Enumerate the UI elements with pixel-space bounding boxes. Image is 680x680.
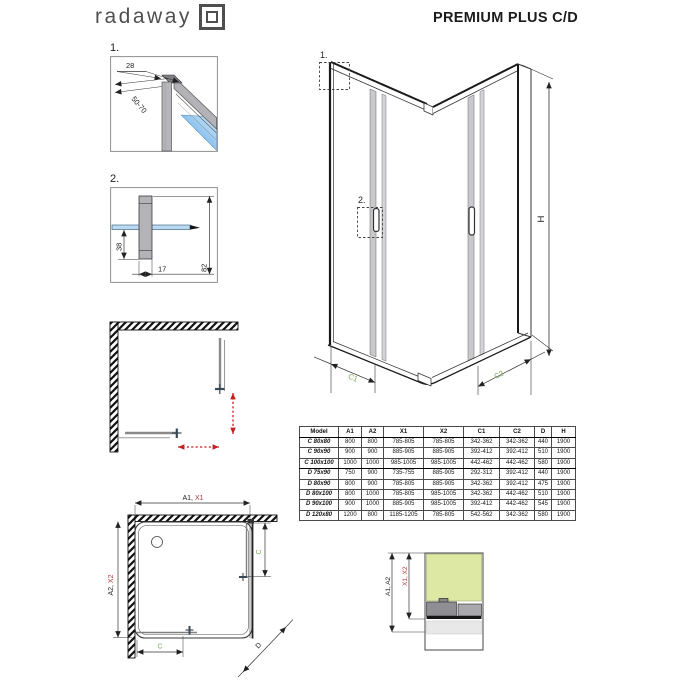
value-cell: 1200 xyxy=(339,510,362,520)
value-cell: 785-805 xyxy=(384,490,424,500)
col-header-d: D xyxy=(535,427,552,438)
dim-38-label: 38 xyxy=(114,242,124,251)
value-cell: 1900 xyxy=(552,500,576,510)
value-cell: 342-362 xyxy=(464,438,500,448)
dim-d-label: D xyxy=(254,641,264,651)
value-cell: 580 xyxy=(535,458,552,468)
value-cell: 542-562 xyxy=(464,510,500,520)
value-cell: 510 xyxy=(535,448,552,458)
spec-row-c-80x80 xyxy=(300,438,576,448)
spec-table xyxy=(299,426,576,521)
value-cell: 475 xyxy=(535,479,552,489)
value-cell: 900 xyxy=(339,448,362,458)
section-outer-dim-label: A1, A2 xyxy=(385,576,392,596)
value-cell: 292-312 xyxy=(464,469,500,479)
brand-logo-inner-square xyxy=(206,11,218,23)
spec-row-d-75x90 xyxy=(300,469,576,479)
detail-2-drawing xyxy=(110,187,218,283)
model-cell: C 90x90 xyxy=(300,448,339,458)
slide-direction-arrows xyxy=(178,393,233,447)
value-cell: 1900 xyxy=(552,438,576,448)
value-cell: 1000 xyxy=(362,458,384,468)
page-title: PREMIUM PLUS C/D xyxy=(433,10,578,26)
col-header-model: Model xyxy=(300,427,339,438)
dim-17-label: 17 xyxy=(158,264,167,274)
value-cell: 800 xyxy=(362,438,384,448)
col-header-c2: C2 xyxy=(500,427,535,438)
dim-c1-label: C1 xyxy=(346,371,360,384)
value-cell: 342-362 xyxy=(464,479,500,489)
model-cell: C 80x80 xyxy=(300,438,339,448)
model-cell: D 80x100 xyxy=(300,490,339,500)
value-cell: 342-362 xyxy=(464,490,500,500)
iso-enclosure-drawing xyxy=(300,45,562,400)
model-cell: D 75x90 xyxy=(300,469,339,479)
dim-x1: X1 xyxy=(194,495,204,502)
value-cell: 1900 xyxy=(552,510,576,520)
value-cell: 750 xyxy=(339,469,362,479)
value-cell: 785-805 xyxy=(424,438,464,448)
dim-a2: A2, xyxy=(108,583,115,596)
model-cell: D 120x80 xyxy=(300,510,339,520)
col-header-c1: C1 xyxy=(464,427,500,438)
value-cell: 392-412 xyxy=(464,448,500,458)
plan-top-dim-label xyxy=(182,495,203,502)
value-cell: 510 xyxy=(535,490,552,500)
sliding-scheme-drawing xyxy=(105,315,245,455)
value-cell: 1185-1205 xyxy=(384,510,424,520)
value-cell: 885-905 xyxy=(384,500,424,510)
glass-area xyxy=(427,554,482,601)
value-cell: 545 xyxy=(535,500,552,510)
value-cell: 900 xyxy=(362,469,384,479)
value-cell: 442-462 xyxy=(500,490,535,500)
spec-row-d-80x100 xyxy=(300,490,576,500)
value-cell: 1900 xyxy=(552,448,576,458)
spec-row-c-100x100 xyxy=(300,458,576,468)
dim-c2-label: C2 xyxy=(492,368,506,381)
value-cell: 1900 xyxy=(552,479,576,489)
col-header-x2: X2 xyxy=(424,427,464,438)
door-handle-left xyxy=(374,209,380,232)
brand-logo-square-icon xyxy=(199,4,225,30)
value-cell: 442-462 xyxy=(500,458,535,468)
value-cell: 800 xyxy=(339,438,362,448)
value-cell: 900 xyxy=(362,448,384,458)
value-cell: 800 xyxy=(339,490,362,500)
value-cell: 1900 xyxy=(552,490,576,500)
drain-icon xyxy=(152,537,163,548)
value-cell: 985-1005 xyxy=(424,458,464,468)
value-cell: 442-462 xyxy=(464,458,500,468)
dim-82-label: 82 xyxy=(199,263,209,272)
spec-table-body xyxy=(300,438,576,521)
section-inner-dim-label: X1, X2 xyxy=(402,566,409,586)
value-cell: 985-1005 xyxy=(384,458,424,468)
detail-1-label: 1. xyxy=(110,42,120,54)
section-dim-lines xyxy=(388,553,425,632)
col-header-a2: A2 xyxy=(362,427,384,438)
value-cell: 735-755 xyxy=(384,469,424,479)
value-cell: 785-805 xyxy=(384,438,424,448)
value-cell: 885-905 xyxy=(424,469,464,479)
shower-tray xyxy=(135,522,252,638)
value-cell: 442-462 xyxy=(500,500,535,510)
col-header-x1: X1 xyxy=(384,427,424,438)
value-cell: 800 xyxy=(339,479,362,489)
detail-2-label: 2. xyxy=(110,173,120,185)
dim-c-right-label: C xyxy=(256,549,263,555)
plan-left-dim-label xyxy=(108,574,115,595)
value-cell: 1900 xyxy=(552,458,576,468)
brand-logo-text: radaway xyxy=(95,5,192,28)
value-cell: 900 xyxy=(362,479,384,489)
value-cell: 392-412 xyxy=(500,448,535,458)
model-cell: D 80x90 xyxy=(300,479,339,489)
value-cell: 900 xyxy=(339,500,362,510)
value-cell: 885-905 xyxy=(424,448,464,458)
spec-row-d-120x80 xyxy=(300,510,576,520)
dim-c-bottom-label: C xyxy=(157,643,163,651)
dim-28-label: 28 xyxy=(126,61,135,70)
spec-row-c-90x90 xyxy=(300,448,576,458)
value-cell: 985-1005 xyxy=(424,490,464,500)
value-cell: 342-362 xyxy=(500,438,535,448)
dim-50-70-label: 50-70 xyxy=(129,94,149,115)
value-cell: 392-412 xyxy=(464,500,500,510)
value-cell: 1900 xyxy=(552,469,576,479)
value-cell: 392-412 xyxy=(500,479,535,489)
col-header-a1: A1 xyxy=(339,427,362,438)
value-cell: 800 xyxy=(362,510,384,520)
col-header-h: H xyxy=(552,427,576,438)
value-cell: 885-905 xyxy=(384,448,424,458)
value-cell: 440 xyxy=(535,469,552,479)
dim-h-label: H xyxy=(536,215,547,223)
spec-table-header-row xyxy=(300,427,576,438)
dim-x2: X2 xyxy=(108,574,115,584)
value-cell: 342-362 xyxy=(500,510,535,520)
brand-logo xyxy=(95,4,225,30)
spec-row-d-80x90 xyxy=(300,479,576,489)
value-cell: 392-412 xyxy=(500,469,535,479)
value-cell: 1000 xyxy=(362,490,384,500)
section-materials xyxy=(427,554,482,634)
value-cell: 985-1005 xyxy=(424,500,464,510)
value-cell: 885-905 xyxy=(424,479,464,489)
iso-door-panels xyxy=(370,89,484,361)
spec-row-d-90x100 xyxy=(300,500,576,510)
iso-marker-2-label: 2. xyxy=(358,195,366,205)
detail-1-drawing xyxy=(110,56,218,152)
dim-a1: A1, xyxy=(182,495,195,502)
value-cell: 1000 xyxy=(339,458,362,468)
wall-profile-section-drawing xyxy=(383,548,488,660)
model-cell: C 100x100 xyxy=(300,458,339,468)
value-cell: 1000 xyxy=(362,500,384,510)
value-cell: 580 xyxy=(535,510,552,520)
value-cell: 440 xyxy=(535,438,552,448)
value-cell: 785-805 xyxy=(424,510,464,520)
iso-marker-1-label: 1. xyxy=(320,50,328,60)
model-cell: D 90x100 xyxy=(300,500,339,510)
door-handle-right xyxy=(469,207,475,235)
door-lines xyxy=(117,338,225,438)
plan-view-drawing xyxy=(100,490,300,680)
value-cell: 785-805 xyxy=(384,479,424,489)
